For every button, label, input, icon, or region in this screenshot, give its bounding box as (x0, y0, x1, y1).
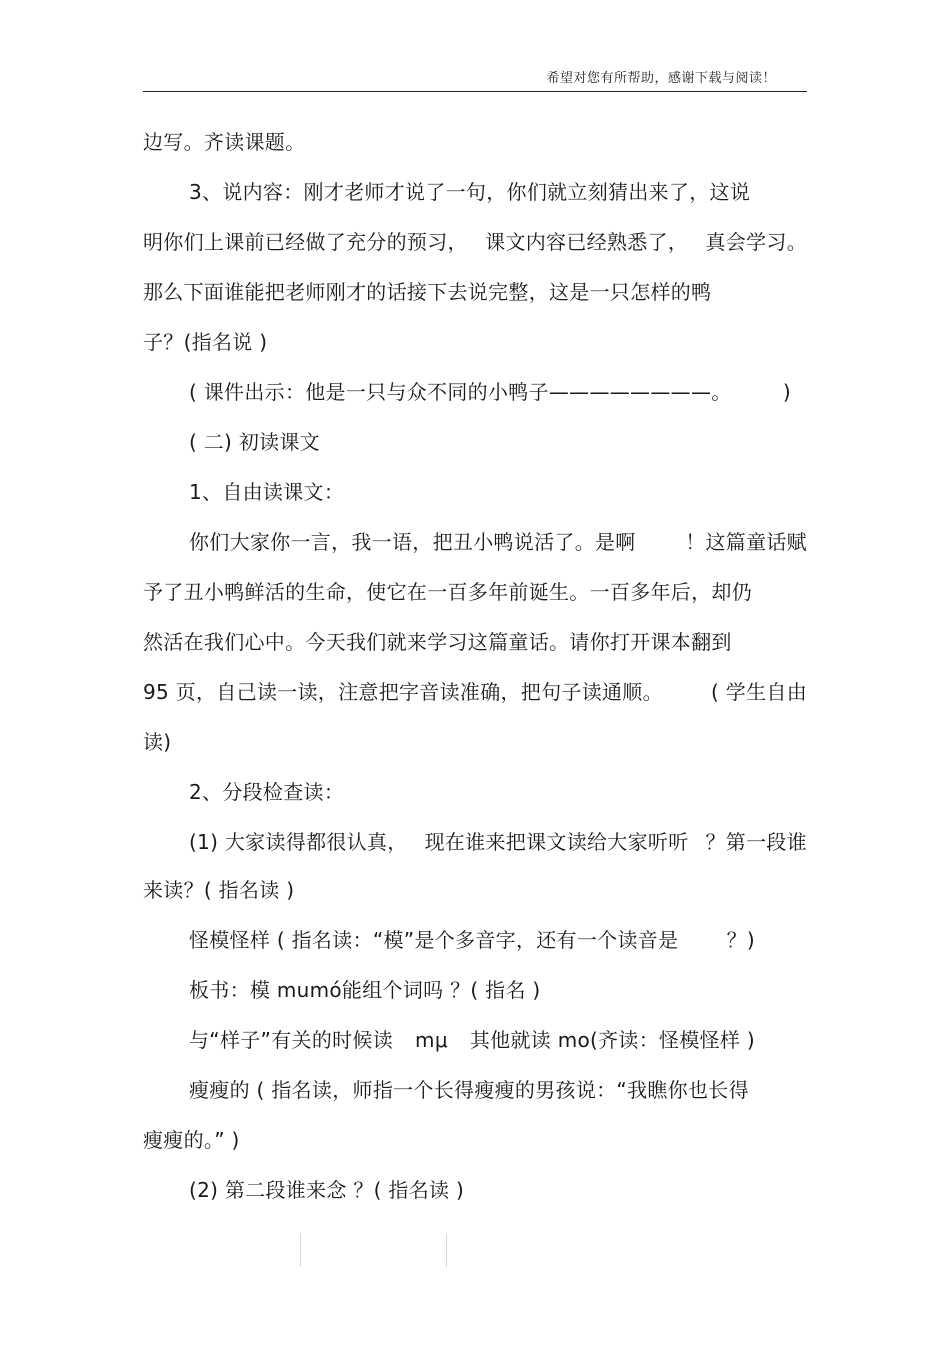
text-line: 瘦瘦的 ( 指名读，师指一个长得瘦瘦的男孩说：“我瞧你也长得 (189, 1078, 749, 1102)
text-segment: 你们大家你一言，我一语，把丑小鸭说活了。是啊 (189, 530, 636, 554)
text-line (143, 228, 807, 256)
text-segment: 真会学习。 (705, 230, 807, 254)
footer-divider (446, 1233, 447, 1267)
text-line: 读) (143, 730, 172, 754)
section-heading: ( 二) 初读课文 (189, 430, 321, 454)
text-line (189, 926, 755, 954)
text-segment: (1) 大家读得都很认真， (189, 830, 408, 854)
text-line (189, 828, 807, 856)
text-segment: ( 课件出示：他是一只与众不同的小鸭子————————。 (189, 380, 732, 404)
text-segment: 其他就读 mo(齐读：怪模怪样 ) (469, 1028, 755, 1052)
text-line (143, 678, 807, 706)
text-line: 板书：模 mumó能组个词吗 ？( 指名 ) (189, 978, 541, 1002)
text-segment: mμ (415, 1028, 448, 1052)
text-segment: ？第一段谁 (705, 830, 807, 854)
text-line: 予了丑小鸭鲜活的生命，使它在一百多年前诞生。一百多年后，却仍 (143, 580, 752, 604)
text-segment: ( 学生自由 (711, 680, 807, 704)
text-line: 那么下面谁能把老师刚才的话接下去说完整，这是一只怎样的鸭 (143, 280, 712, 304)
text-line: 瘦瘦的。” ) (143, 1128, 240, 1152)
text-segment: 明你们上课前已经做了充分的预习， (143, 230, 468, 254)
text-segment: 与“样子”有关的时候读 (189, 1028, 394, 1052)
text-segment: 现在谁来把课文读给大家听听 (424, 830, 689, 854)
text-line: 来读？( 指名读 ) (143, 878, 295, 902)
text-line: 边写。齐读课题。 (143, 130, 306, 154)
text-segment: 95 页，自己读一读，注意把字音读准确，把句子读通顺。 (143, 680, 663, 704)
page-header-tagline: 希望对您有所帮助，感谢下载与阅读！ (546, 71, 776, 86)
text-line (189, 378, 791, 406)
text-segment: ) (782, 380, 791, 404)
footer-divider (300, 1233, 301, 1267)
text-line: 3、说内容：刚才老师才说了一句，你们就立刻猜出来了，这说 (189, 180, 751, 204)
header-divider (143, 91, 807, 92)
text-segment: 课文内容已经熟悉了， (485, 230, 689, 254)
text-segment: ！这篇童话赋 (685, 530, 807, 554)
text-line: 1、自由读课文： (189, 480, 345, 504)
text-line (189, 1026, 807, 1054)
text-line: 2、分段检查读： (189, 780, 345, 804)
text-line: 然活在我们心中。今天我们就来学习这篇童话。请你打开课本翻到 (143, 630, 732, 654)
text-segment: ？) (726, 928, 755, 952)
text-line: 子？(指名说 ) (143, 330, 268, 354)
text-line: (2) 第二段谁来念 ？( 指名读 ) (189, 1178, 465, 1202)
text-segment: 怪模怪样 ( 指名读：“模”是个多音字，还有一个读音是 (189, 928, 679, 952)
text-line (189, 528, 807, 556)
